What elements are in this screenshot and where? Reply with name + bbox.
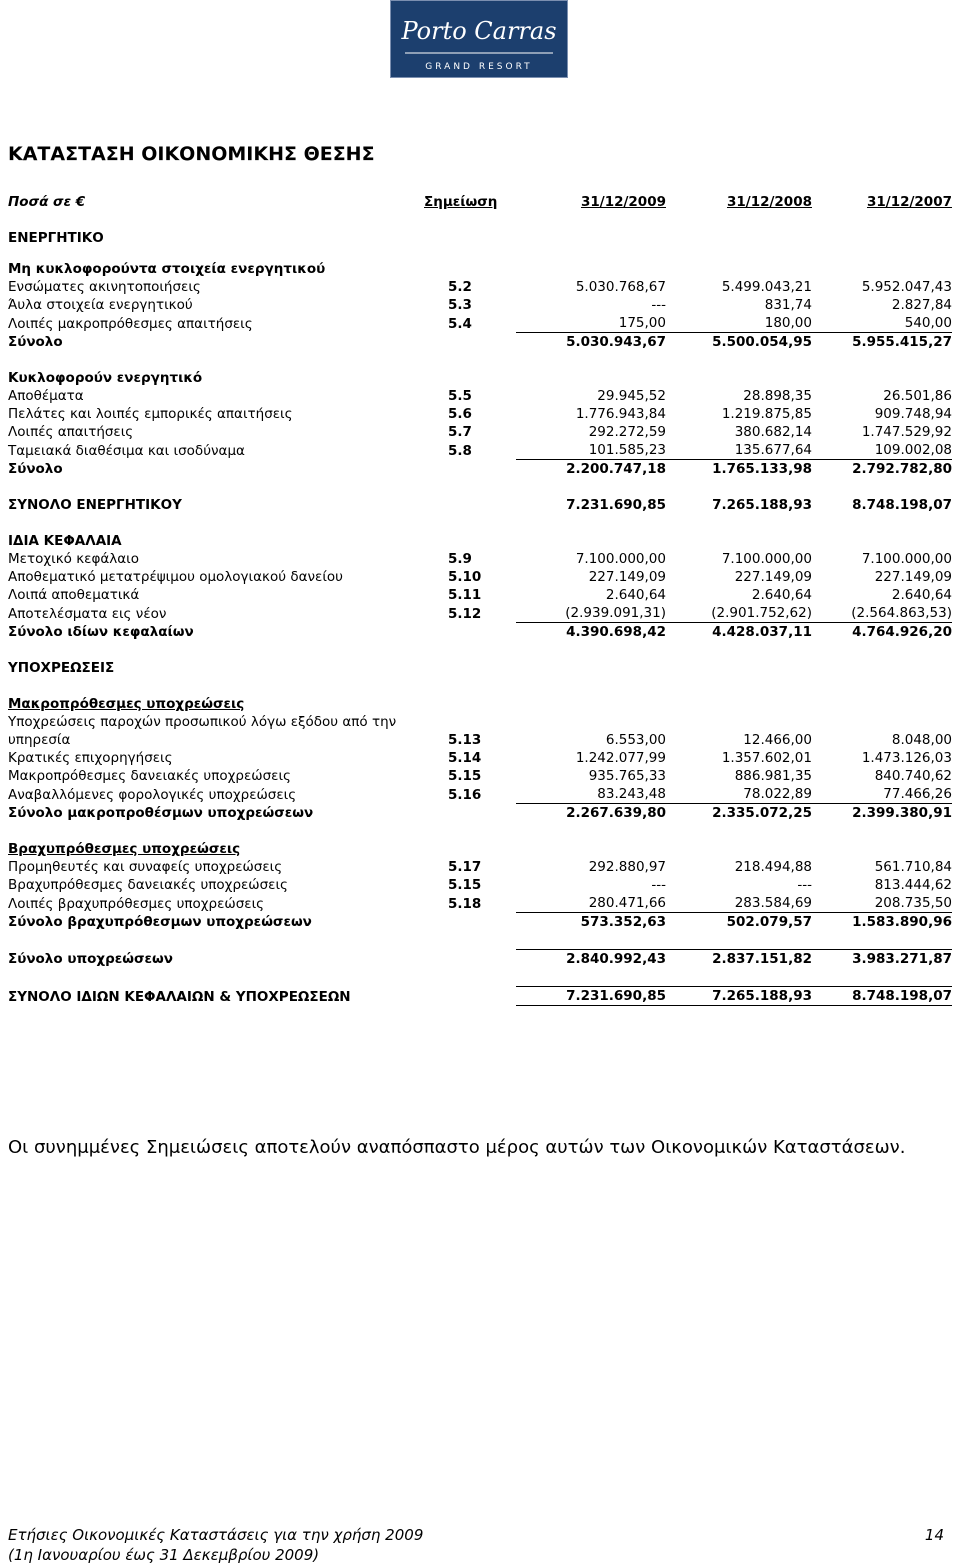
row-value-2008: 180,00: [764, 315, 812, 331]
row-value-2008: 28.898,35: [743, 388, 812, 404]
note-column-header: Σημείωση: [424, 194, 498, 210]
row-value-2009: 6.553,00: [605, 732, 666, 748]
row-label: Αναβαλλόμενες φορολογικές υποχρεώσεις: [8, 786, 297, 803]
row-value-2008: 78.022,89: [743, 786, 812, 802]
row-value-2009: 29.945,52: [597, 388, 666, 404]
row-value-2008: 135.677,64: [734, 442, 812, 458]
row-note: 5.12: [448, 605, 482, 622]
liabilities-heading: ΥΠΟΧΡΕΩΣΕΙΣ: [8, 660, 115, 676]
table-row: [8, 586, 952, 604]
subsection-heading: Μακροπρόθεσμες υποχρεώσεις: [8, 696, 245, 712]
row-value-2008: 380.682,14: [734, 424, 812, 440]
row-label: Αποθεματικό μετατρέψιμου ομολογιακού δανείου: [8, 569, 343, 585]
table-row: [8, 568, 952, 586]
amounts-label: Ποσά σε €: [8, 194, 86, 210]
row-value-2009: (2.939.091,31): [565, 605, 666, 621]
table-row: [8, 314, 952, 333]
table-row-total-assets: ΣΥΝΟΛΟ ΕΝΕΡΓΗΤΙΚΟΥ 7.231.690,85 7.265.188,93 8.748.198,07: [8, 497, 952, 513]
row-note: 5.9: [448, 551, 472, 567]
footnote: Οι συνημμένες Σημειώσεις αποτελούν αναπόσπαστο μέρος αυτών των Οικονομικών Καταστάσεων.: [8, 1137, 906, 1158]
footer-title: Ετήσιες Οικονομικές Καταστάσεις για την χρήση 2009: [8, 1526, 424, 1544]
row-note: 5.6: [448, 406, 472, 422]
row-value-2007: 77.466,26: [883, 786, 952, 802]
row-value-2007: 840.740,62: [874, 768, 952, 784]
row-value-2007: 26.501,86: [883, 388, 952, 404]
row-note: 5.17: [448, 859, 482, 875]
col-2008-header: 31/12/2008: [726, 194, 812, 210]
col-2009-header: 31/12/2009: [580, 194, 666, 210]
subsection-heading: Μη κυκλοφορούντα στοιχεία ενεργητικού: [8, 261, 326, 277]
subsection-heading: Βραχυπρόθεσμες υποχρεώσεις: [8, 841, 241, 857]
row-value-2009: 83.243,48: [597, 786, 666, 802]
table-row-total: Σύνολο μακροπροθέσμων υποχρεώσεων 2.267.639,80 2.335.072,25 2.399.380,91: [8, 805, 952, 821]
row-value-2007: 2.827,84: [891, 297, 952, 313]
row-label: Υποχρεώσεις παροχών προσωπικού λόγω εξόδου από την υπηρεσία: [8, 714, 397, 748]
row-value-2009: 227.149,09: [588, 569, 666, 585]
row-value-2009: 1.242.077,99: [575, 750, 666, 766]
table-row: [8, 713, 952, 749]
row-value-2008: 831,74: [764, 297, 812, 313]
row-label: Λοιπά αποθεματικά: [8, 587, 140, 603]
table-row: [8, 405, 952, 423]
row-label: Προμηθευτές και συναφείς υποχρεώσεις: [8, 859, 283, 875]
row-note: 5.15: [448, 768, 482, 784]
row-label: Ταμειακά διαθέσιμα και ισοδύναμα: [8, 442, 245, 459]
logo-sub-text: GRAND RESORT: [425, 62, 533, 72]
row-value-2007: 8.048,00: [891, 732, 952, 748]
row-value-2007: 540,00: [904, 315, 952, 331]
row-value-2009: 935.765,33: [588, 768, 666, 784]
row-label: Αποτελέσματα εις νέον: [8, 605, 167, 622]
row-value-2008: 283.584,69: [734, 895, 812, 911]
table-row: [8, 749, 952, 767]
row-value-2008: 5.499.043,21: [721, 279, 812, 295]
table-row: [8, 876, 952, 894]
row-note: 5.7: [448, 424, 472, 440]
row-label: Πελάτες και λοιπές εμπορικές απαιτήσεις: [8, 406, 293, 422]
row-value-2008: 218.494,88: [734, 859, 812, 875]
row-label: Λοιπές απαιτήσεις: [8, 424, 134, 440]
row-value-2009: 292.880,97: [588, 859, 666, 875]
row-label: Αποθέματα: [8, 388, 84, 404]
col-2007-header: 31/12/2007: [866, 194, 952, 210]
table-row-grand-total: ΣΥΝΟΛΟ ΙΔΙΩΝ ΚΕΦΑΛΑΙΩΝ & ΥΠΟΧΡΕΩΣΕΩΝ 7.231.690,85 7.265.188,93 8.748.198,07: [8, 988, 952, 1005]
section-heading: [8, 229, 952, 247]
row-note: 5.13: [448, 732, 482, 748]
table-row: [8, 550, 952, 568]
table-header-row: [8, 188, 952, 216]
table-row-total: Σύνολο βραχυπρόθεσμων υποχρεώσεων 573.352,63 502.079,57 1.583.890,96: [8, 914, 952, 930]
row-note: 5.11: [448, 587, 482, 603]
row-note: 5.16: [448, 786, 482, 803]
table-row: [8, 441, 952, 460]
page-footer: [8, 1525, 952, 1565]
row-value-2007: 561.710,84: [874, 859, 952, 875]
section-heading: [8, 659, 952, 677]
row-label: Λοιπές μακροπρόθεσμες απαιτήσεις: [8, 315, 253, 332]
row-value-2009: 1.776.943,84: [575, 406, 666, 422]
row-value-2007: 1.473.126,03: [861, 750, 952, 766]
row-value-2007: 208.735,50: [874, 895, 952, 911]
financial-position-table: [8, 188, 952, 1006]
row-value-2009: 175,00: [618, 315, 666, 331]
table-row-total: Σύνολο 5.030.943,67 5.500.054,95 5.955.415,27: [8, 334, 952, 350]
row-value-2009: ---: [651, 877, 666, 893]
row-note: 5.10: [448, 569, 482, 585]
table-row: [8, 604, 952, 623]
row-value-2007: (2.564.863,53): [851, 605, 952, 621]
table-row: [8, 387, 952, 405]
porto-carras-logo: [390, 0, 568, 78]
row-value-2008: 7.100.000,00: [721, 551, 812, 567]
table-row: [8, 785, 952, 804]
row-value-2007: 1.747.529,92: [861, 424, 952, 440]
row-value-2009: ---: [651, 297, 666, 313]
table-row-total: Σύνολο υποχρεώσεων 2.840.992,43 2.837.151,82 3.983.271,87: [8, 951, 952, 967]
row-value-2007: 109.002,08: [874, 442, 952, 458]
row-label: Μακροπρόθεσμες δανειακές υποχρεώσεις: [8, 768, 291, 784]
equity-heading: ΙΔΙΑ ΚΕΦΑΛΑΙΑ: [8, 533, 122, 549]
row-note: 5.4: [448, 315, 472, 332]
row-value-2007: 7.100.000,00: [861, 551, 952, 567]
row-value-2007: 227.149,09: [874, 569, 952, 585]
row-value-2009: 280.471,66: [588, 895, 666, 911]
row-value-2007: 909.748,94: [874, 406, 952, 422]
row-note: 5.15: [448, 877, 482, 893]
page-title: ΚΑΤΑΣΤΑΣΗ ΟΙΚΟΝΟΜΙΚΗΣ ΘΕΣΗΣ: [8, 143, 375, 165]
assets-heading: ΕΝΕΡΓΗΤΙΚΟ: [8, 230, 104, 246]
row-value-2008: ---: [797, 877, 812, 893]
row-note: 5.3: [448, 297, 472, 313]
table-row: [8, 894, 952, 913]
row-value-2009: 292.272,59: [588, 424, 666, 440]
row-value-2009: 7.100.000,00: [575, 551, 666, 567]
row-value-2008: 12.466,00: [743, 732, 812, 748]
row-label: Μετοχικό κεφάλαιο: [8, 551, 139, 567]
table-row-total: Σύνολο ιδίων κεφαλαίων 4.390.698,42 4.428.037,11 4.764.926,20: [8, 624, 952, 640]
row-value-2009: 5.030.768,67: [575, 279, 666, 295]
row-value-2008: (2.901.752,62): [711, 605, 812, 621]
logo-emblem: [391, 1, 567, 77]
row-value-2009: 101.585,23: [588, 442, 666, 458]
table-row: [8, 296, 952, 314]
table-row: [8, 278, 952, 296]
row-value-2008: 886.981,35: [734, 768, 812, 784]
row-value-2008: 1.219.875,85: [721, 406, 812, 422]
row-value-2009: 2.640,64: [605, 587, 666, 603]
page-number: 14: [924, 1526, 944, 1544]
row-value-2008: 1.357.602,01: [721, 750, 812, 766]
row-note: 5.18: [448, 895, 482, 912]
subsection-heading: Κυκλοφορούν ενεργητικό: [8, 370, 203, 386]
row-note: 5.8: [448, 442, 472, 459]
table-row-total: Σύνολο 2.200.747,18 1.765.133,98 2.792.782,80: [8, 461, 952, 477]
row-value-2008: 227.149,09: [734, 569, 812, 585]
table-row: [8, 858, 952, 876]
row-label: Κρατικές επιχορηγήσεις: [8, 750, 173, 766]
row-note: 5.14: [448, 750, 482, 766]
row-label: Ενσώματες ακινητοποιήσεις: [8, 279, 201, 295]
row-value-2007: 2.640,64: [891, 587, 952, 603]
logo-script-text: Porto Carras: [401, 17, 557, 45]
row-label: Άυλα στοιχεία ενεργητικού: [8, 297, 193, 313]
row-note: 5.5: [448, 388, 472, 404]
row-value-2008: 2.640,64: [751, 587, 812, 603]
row-label: Λοιπές βραχυπρόθεσμες υποχρεώσεις: [8, 895, 265, 912]
row-note: 5.2: [448, 279, 472, 295]
table-row: [8, 767, 952, 785]
row-label: Βραχυπρόθεσμες δανειακές υποχρεώσεις: [8, 877, 288, 893]
section-heading: [8, 532, 952, 550]
footer-period: (1η Ιανουαρίου έως 31 Δεκεμβρίου 2009): [8, 1546, 320, 1564]
row-value-2007: 5.952.047,43: [861, 279, 952, 295]
table-row: [8, 423, 952, 441]
row-value-2007: 813.444,62: [874, 877, 952, 893]
